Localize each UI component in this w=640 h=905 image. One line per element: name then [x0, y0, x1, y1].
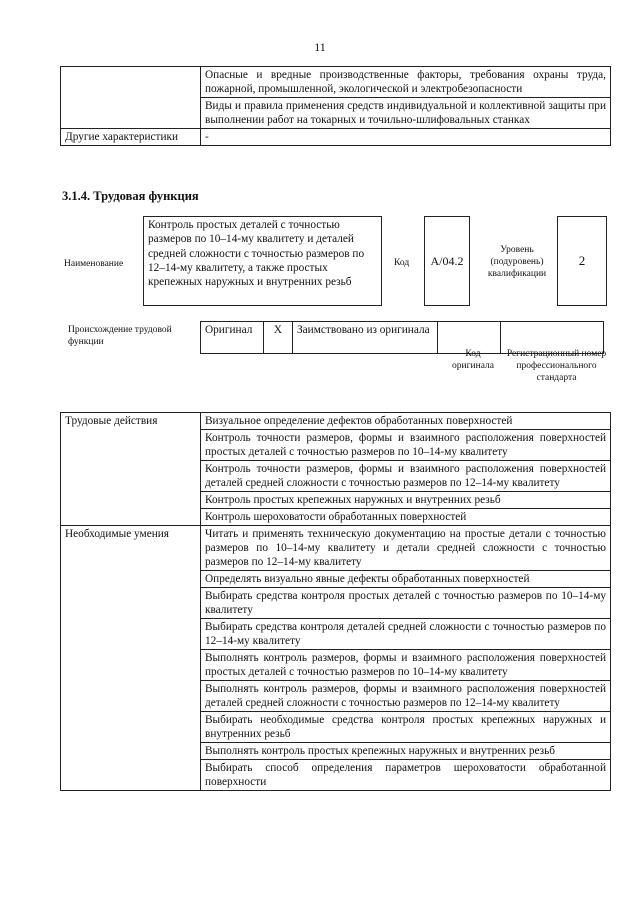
knowledge-table-continued	[60, 66, 611, 146]
skill-item: Выполнять контроль размеров, формы и взаимного расположения поверхностей простых деталей с точностью размеров по 10–14-му квалитету	[201, 650, 611, 681]
original-mark-cell: X	[264, 322, 293, 354]
skills-label-cell: Необходимые умения	[61, 526, 201, 791]
original-label-cell: Оригинал	[201, 322, 264, 354]
table-cell: -	[201, 129, 611, 146]
table-cell: Виды и правила применения средств индивидуальной и коллективной защиты при выполнении работ на токарных и точильно-шлифовальных станках	[201, 98, 611, 129]
skill-item: Выполнять контроль размеров, формы и взаимного расположения поверхностей деталей средней сложности с точностью размеров по 12–14-му квалитету	[201, 681, 611, 712]
actions-label-cell: Трудовые действия	[61, 413, 201, 526]
action-item: Визуальное определение дефектов обработанных поверхностей	[201, 413, 611, 430]
table-cell: Опасные и вредные производственные факторы, требования охраны труда, пожарной, промышленной, экологической и электробезопасности	[201, 67, 611, 98]
qualification-level-box: 2	[557, 216, 607, 306]
skill-item: Выбирать средства контроля простых деталей с точностью размеров по 10–14-му квалитету	[201, 588, 611, 619]
action-item: Контроль точности размеров, формы и взаимного расположения поверхностей деталей средней сложности с точностью размеров по 12–14-му квалитету	[201, 461, 611, 492]
skill-item: Читать и применять техническую документацию на простые детали с точностью размеров по 10–14-му квалитету и детали средней сложности с точностью размеров по 12–14-му квалитету	[201, 526, 611, 571]
skill-item: Выбирать способ определения параметров шероховатости обработанной поверхности	[201, 760, 611, 791]
function-name-box: Контроль простых деталей с точностью размеров по 10–14-му квалитету и деталей средней сложности с точностью размеров по 12–14-му квалитету, а также простых крепежных наружных и внутренних резьб	[143, 216, 382, 306]
table-row	[61, 413, 611, 430]
origin-label: Происхождение трудовой функции	[68, 325, 172, 347]
function-code-box: A/04.2	[424, 216, 470, 306]
origin-reg-caption: Регистрационный номер профессионального стандарта	[506, 349, 607, 383]
skill-item: Определять визуально явные дефекты обработанных поверхностей	[201, 571, 611, 588]
table-label-cell	[61, 67, 201, 129]
section-title: 3.1.4. Трудовая функция	[62, 189, 199, 203]
table-row	[61, 129, 611, 146]
action-item: Контроль простых крепежных наружных и внутренних резьб	[201, 492, 611, 509]
function-details-table	[60, 412, 611, 791]
action-item: Контроль шероховатости обработанных поверхностей	[201, 509, 611, 526]
skill-item: Выбирать средства контроля деталей средней сложности с точностью размеров по 12–14-му квалитету	[201, 619, 611, 650]
table-row	[61, 526, 611, 571]
skill-item: Выбирать необходимые средства контроля простых крепежных наружных и внутренних резьб	[201, 712, 611, 743]
page-number: 11	[314, 40, 326, 54]
skill-item: Выполнять контроль простых крепежных наружных и внутренних резьб	[201, 743, 611, 760]
name-label: Наименование	[64, 259, 124, 269]
table-row	[61, 67, 611, 98]
qualification-level-label: Уровень (подуровень) квалификации	[487, 245, 547, 279]
borrowed-label-cell: Заимствовано из оригинала	[293, 322, 438, 354]
origin-code-caption: Код оригинала	[452, 349, 494, 371]
code-label: Код	[394, 258, 410, 268]
table-label-cell: Другие характеристики	[61, 129, 201, 146]
action-item: Контроль точности размеров, формы и взаимного расположения поверхностей простых деталей с точностью размеров по 10–14-му квалитету	[201, 430, 611, 461]
